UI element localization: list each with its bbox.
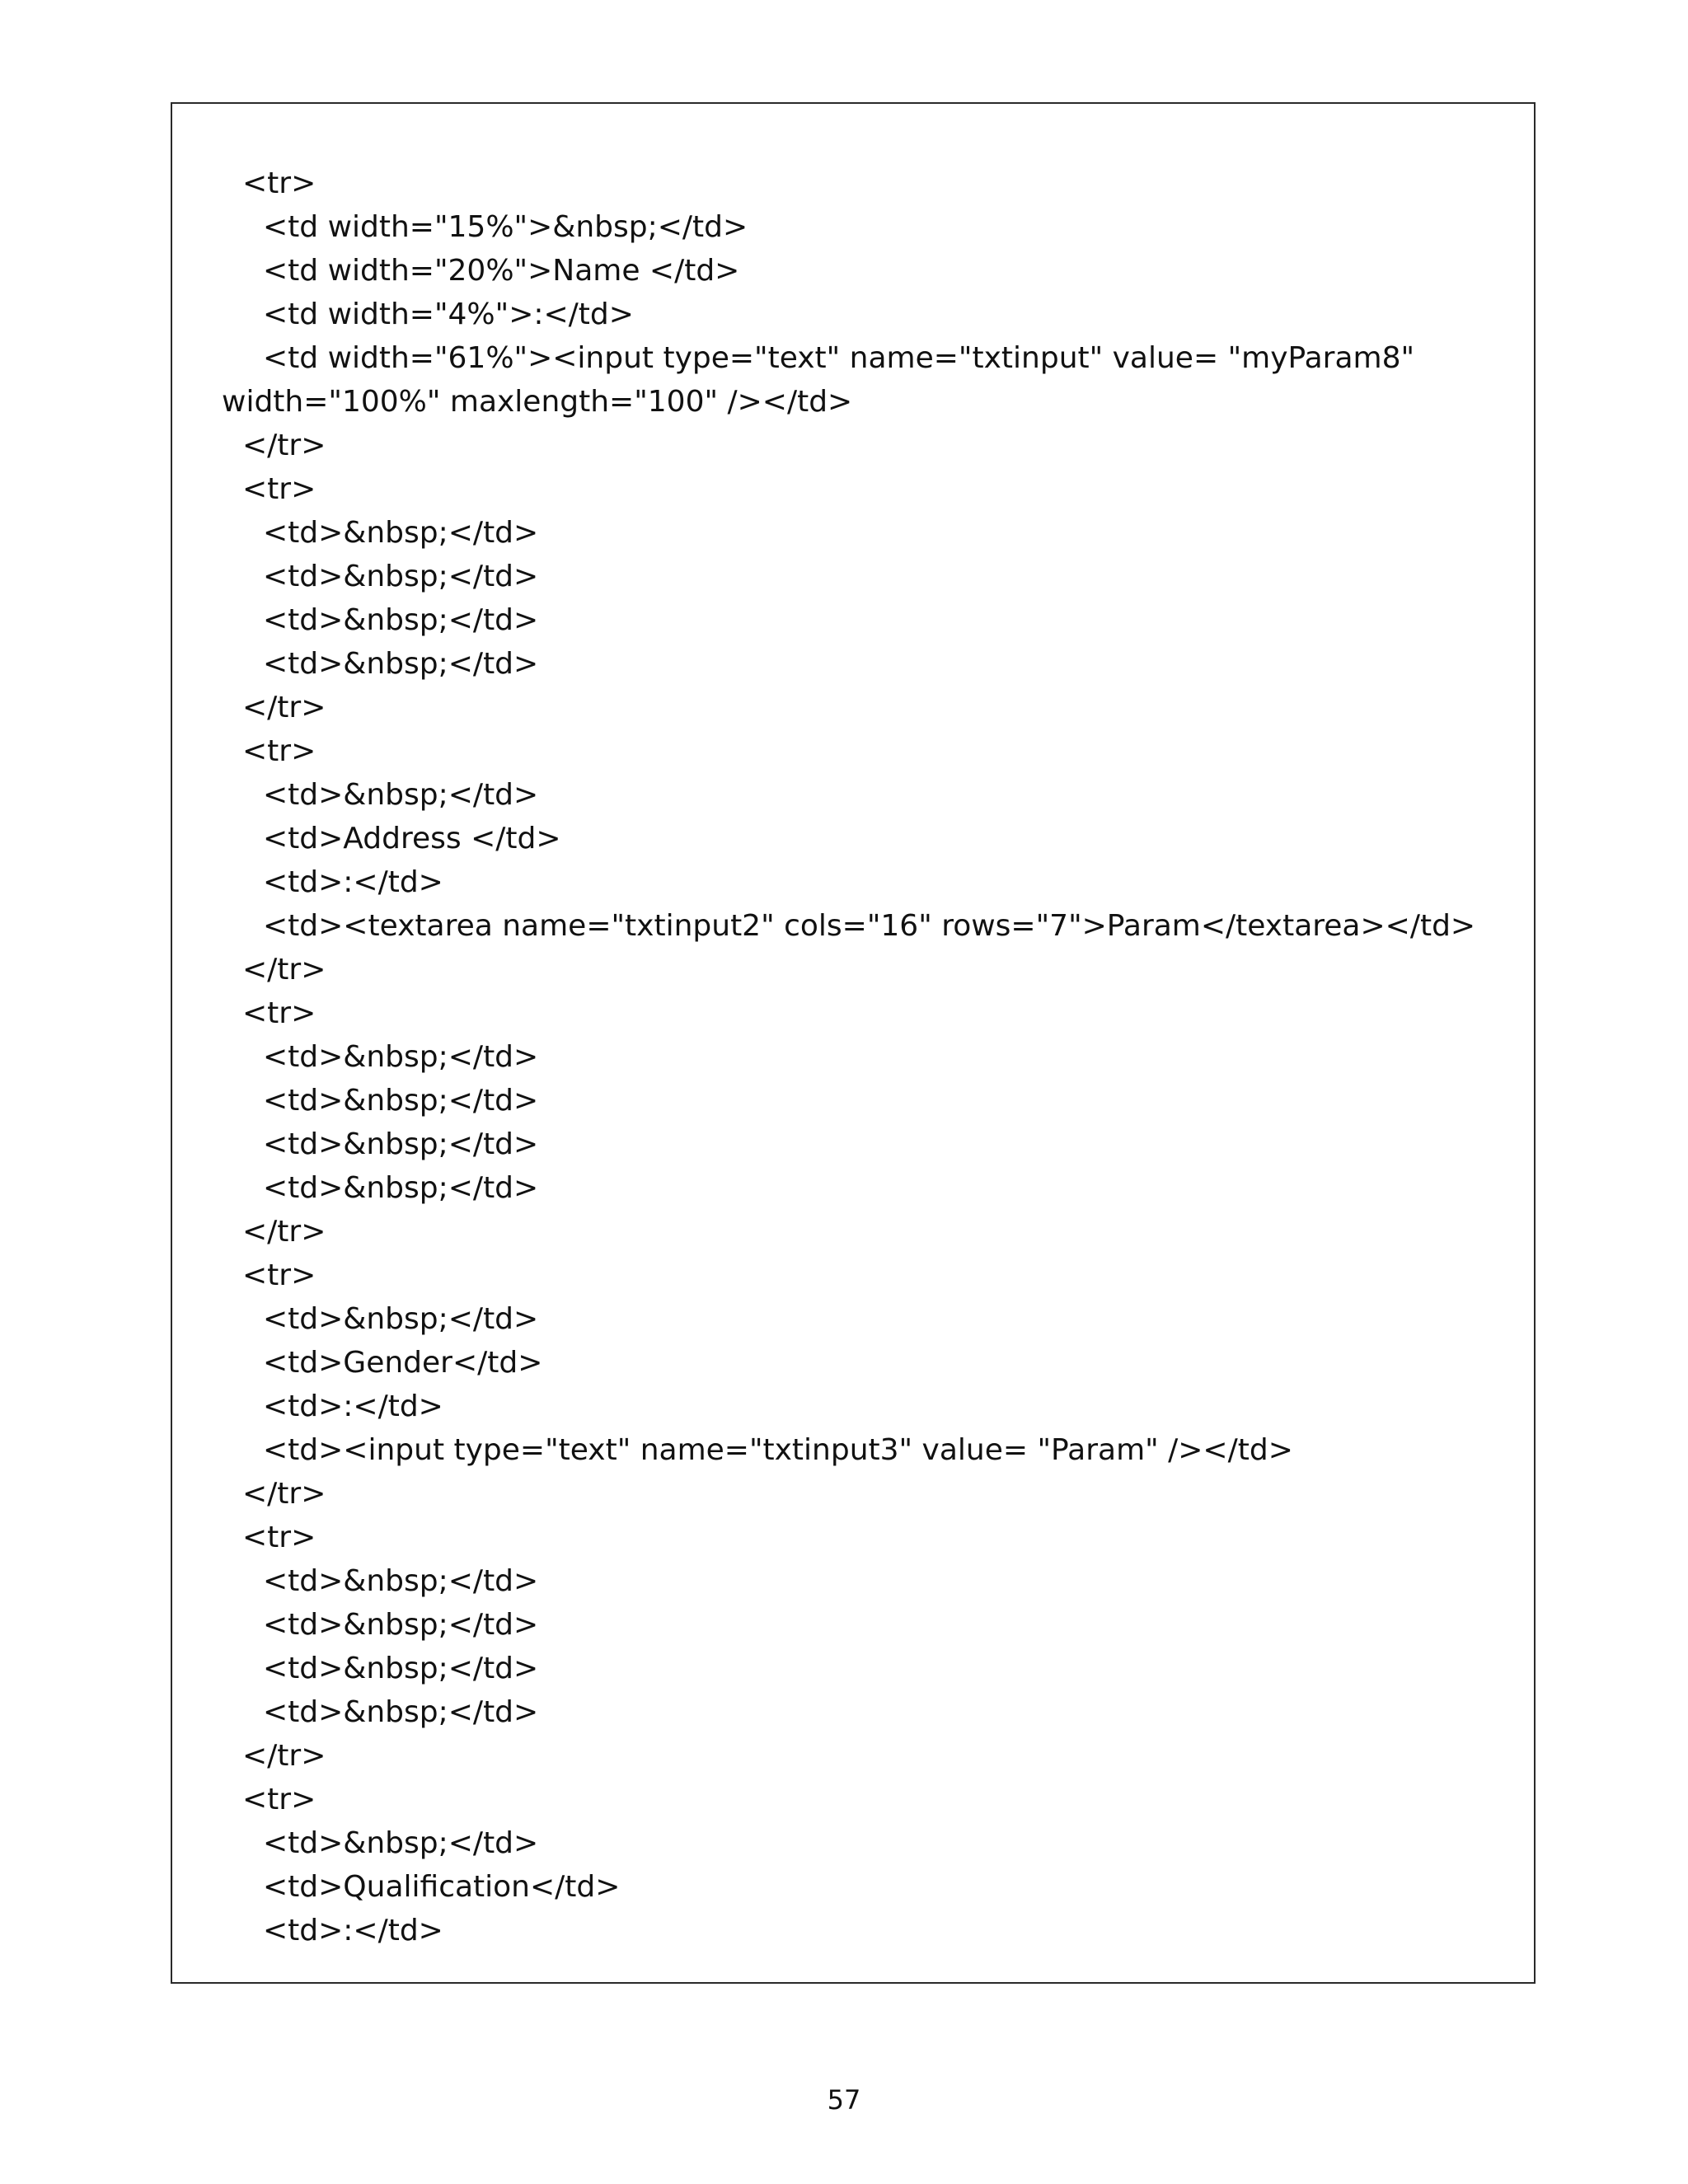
code-line: </tr> bbox=[242, 1215, 326, 1249]
code-line: <td>&nbsp;</td> bbox=[263, 1302, 539, 1336]
code-line: <td>&nbsp;</td> bbox=[263, 647, 539, 681]
code-line: <td>&nbsp;</td> bbox=[263, 1652, 539, 1685]
code-line: <td>Gender</td> bbox=[263, 1346, 543, 1380]
code-line: <tr> bbox=[242, 1258, 316, 1292]
code-line: <tr> bbox=[242, 734, 316, 768]
code-line: </tr> bbox=[242, 953, 326, 987]
code-line: <td>:</td> bbox=[263, 865, 443, 899]
code-line: <tr> bbox=[242, 166, 316, 200]
code-line: </tr> bbox=[242, 1739, 326, 1773]
code-listing-box bbox=[171, 102, 1536, 1984]
code-line: <td>&nbsp;</td> bbox=[263, 516, 539, 550]
code-line: <tr> bbox=[242, 996, 316, 1030]
code-line: <tr> bbox=[242, 1783, 316, 1816]
code-line: <td>&nbsp;</td> bbox=[263, 1564, 539, 1598]
code-line: <td>&nbsp;</td> bbox=[263, 1826, 539, 1860]
code-line: <td>&nbsp;</td> bbox=[263, 1040, 539, 1074]
code-line: <td>&nbsp;</td> bbox=[263, 603, 539, 637]
code-line: <td>Address </td> bbox=[263, 822, 561, 855]
code-line: </tr> bbox=[242, 1477, 326, 1511]
code-line: <td width="15%">&nbsp;</td> bbox=[263, 210, 748, 244]
page-number: 57 bbox=[827, 2084, 861, 2116]
code-line: <td>&nbsp;</td> bbox=[263, 1127, 539, 1161]
code-line: </tr> bbox=[242, 429, 326, 462]
code-line: <td>Qualification</td> bbox=[263, 1870, 621, 1904]
code-line: <td width="20%">Name </td> bbox=[263, 254, 740, 288]
code-line: width="100%" maxlength="100" /></td> bbox=[222, 385, 853, 419]
code-line: <td width="4%">:</td> bbox=[263, 298, 634, 331]
code-line: <td><textarea name="txtinput2" cols="16" rows="7">Param</textarea></td> bbox=[263, 909, 1476, 943]
code-line: <td>&nbsp;</td> bbox=[263, 1084, 539, 1118]
code-line: <td>&nbsp;</td> bbox=[263, 1608, 539, 1642]
code-line: <td>&nbsp;</td> bbox=[263, 778, 539, 812]
code-line: <tr> bbox=[242, 1521, 316, 1554]
code-line: <td>&nbsp;</td> bbox=[263, 1171, 539, 1205]
code-line: <td><input type="text" name="txtinput3" value= "Param" /></td> bbox=[263, 1433, 1293, 1467]
code-line: <td>:</td> bbox=[263, 1390, 443, 1423]
code-line: <tr> bbox=[242, 472, 316, 506]
code-line: </tr> bbox=[242, 691, 326, 724]
code-listing bbox=[172, 162, 1534, 1952]
code-line: <td width="61%"><input type="text" name="txtinput" value= "myParam8" bbox=[263, 341, 1415, 375]
code-line: <td>&nbsp;</td> bbox=[263, 1695, 539, 1729]
code-line: <td>:</td> bbox=[263, 1914, 443, 1947]
code-line: <td>&nbsp;</td> bbox=[263, 560, 539, 593]
